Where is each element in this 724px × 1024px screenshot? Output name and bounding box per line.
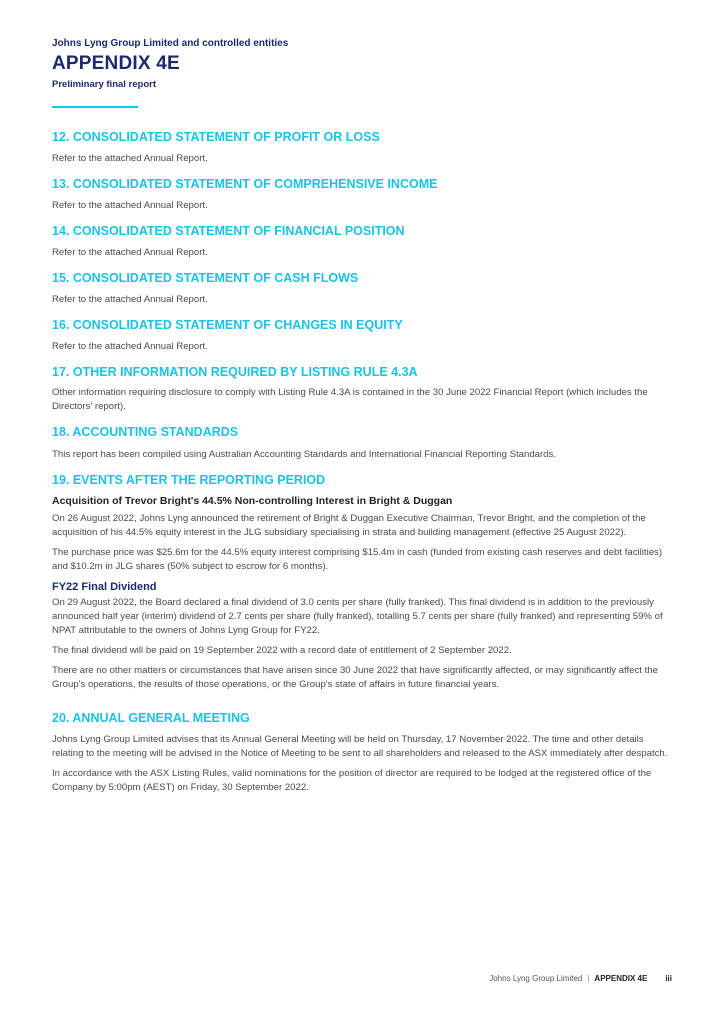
document-subtitle: Preliminary final report — [52, 79, 157, 90]
footer-company: Johns Lyng Group Limited — [489, 974, 583, 983]
company-name: Johns Lyng Group Limited and controlled entities — [52, 38, 289, 49]
section-15-heading: 15. CONSOLIDATED STATEMENT OF CASH FLOWS — [52, 271, 359, 285]
dividend-subheading: FY22 Final Dividend — [52, 581, 157, 593]
footer-document: APPENDIX 4E — [594, 974, 648, 983]
page-number: iii — [665, 974, 672, 983]
section-15-text: Refer to the attached Annual Report. — [52, 294, 208, 305]
section-16-text: Refer to the attached Annual Report. — [52, 341, 208, 352]
page-header — [52, 38, 288, 90]
header-divider — [52, 106, 138, 108]
section-14-text: Refer to the attached Annual Report. — [52, 247, 208, 258]
events-paragraph-3: There are no other matters or circumstances that have arisen since 30 June 2022 that have significantly affected, or may significantly affect the Group's operations, the results of those operations, or the Group's state of affairs in future financial years. — [52, 665, 658, 690]
section-14-heading: 14. CONSOLIDATED STATEMENT OF FINANCIAL POSITION — [52, 224, 405, 238]
section-13-heading: 13. CONSOLIDATED STATEMENT OF COMPREHENSIVE INCOME — [52, 177, 438, 191]
dividend-paragraph-2: The final dividend will be paid on 19 September 2022 with a record date of entitlement of 2 September 2022. — [52, 645, 512, 656]
section-19-heading: 19. EVENTS AFTER THE REPORTING PERIOD — [52, 473, 326, 487]
section-17-text: Other information requiring disclosure to comply with Listing Rule 4.3A is contained in the 30 June 2022 Financial Report (which includes the Directors' report). — [52, 387, 648, 412]
section-12-heading: 12. CONSOLIDATED STATEMENT OF PROFIT OR LOSS — [52, 130, 380, 144]
acquisition-paragraph-1: On 26 August 2022, Johns Lyng announced the retirement of Bright & Duggan Executive Chairman, Trevor Bright, and the completion of the acquisition of his 44.5% equity interest in the JLG subsidiary specialising in strata and building management (effective 25 August 2022). — [52, 513, 646, 538]
acquisition-paragraph-2: The purchase price was $25.6m for the 44.5% equity interest comprising $15.4m in cash (funded from existing cash reserves and debt facilities) and $10.2m in JLG shares (50% subject to escrow for 6 months). — [52, 547, 663, 572]
document-title: APPENDIX 4E — [52, 53, 180, 74]
section-12-text: Refer to the attached Annual Report. — [52, 153, 208, 164]
report-body — [52, 128, 668, 795]
agm-paragraph-2: In accordance with the ASX Listing Rules, valid nominations for the position of director are required to be lodged at the registered office of the Company by 5:00pm (AEST) on Friday, 30 September 2022. — [52, 768, 652, 793]
section-13-text: Refer to the attached Annual Report. — [52, 200, 208, 211]
agm-paragraph-1: Johns Lyng Group Limited advises that its Annual General Meeting will be held on Thursday, 17 November 2022. The time and other details relating to the meeting will be advised in the Notice of Meeting to be sent to all shareholders and released to the ASX immediately after despatch. — [52, 734, 668, 759]
footer-separator: | — [587, 974, 590, 983]
section-20-heading: 20. ANNUAL GENERAL MEETING — [52, 711, 250, 725]
page-footer — [489, 974, 672, 983]
section-18-text: This report has been compiled using Australian Accounting Standards and International Financial Reporting Standards. — [52, 449, 556, 460]
section-16-heading: 16. CONSOLIDATED STATEMENT OF CHANGES IN EQUITY — [52, 318, 403, 332]
section-17-heading: 17. OTHER INFORMATION REQUIRED BY LISTING RULE 4.3A — [52, 365, 418, 379]
acquisition-subheading: Acquisition of Trevor Bright's 44.5% Non-controlling Interest in Bright & Duggan — [52, 495, 453, 507]
section-18-heading: 18. ACCOUNTING STANDARDS — [52, 425, 239, 439]
dividend-paragraph-1: On 29 August 2022, the Board declared a final dividend of 3.0 cents per share (fully franked). This final dividend is in addition to the previously announced half year (interim) dividend of 2.7 cents per share (fully franked), totalling 5.7 cents per share (fully franked) and representing 59% of NPAT attributable to the owners of Johns Lyng Group for FY22. — [52, 597, 663, 636]
